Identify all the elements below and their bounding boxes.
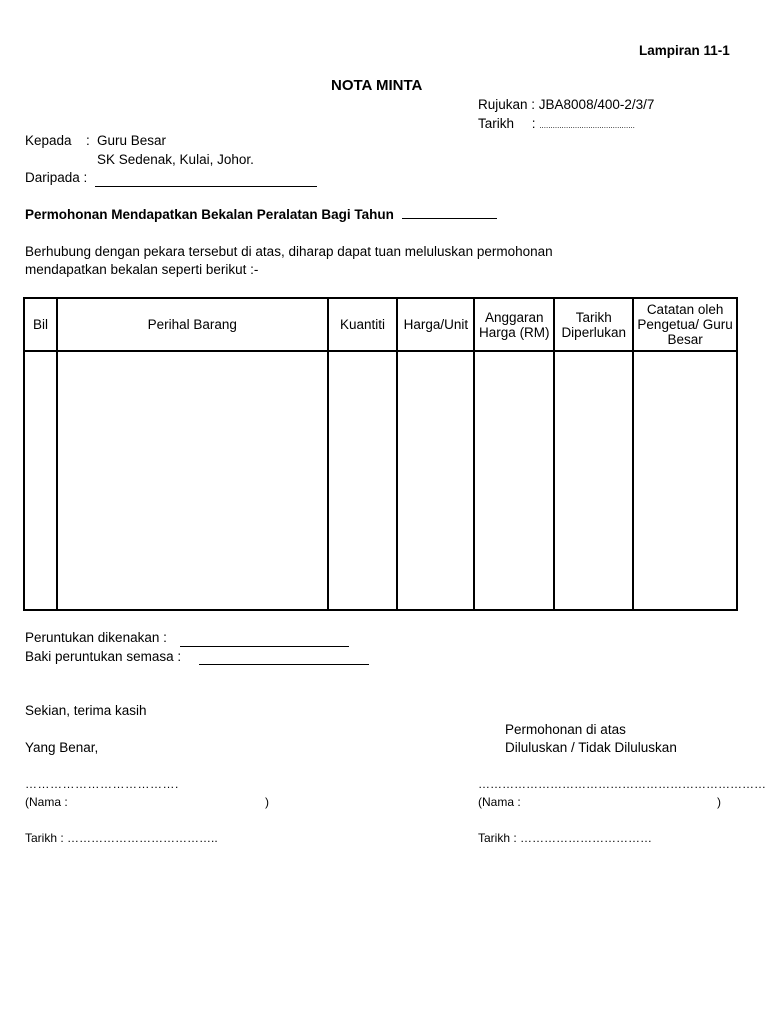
allocation-charged-label: Peruntukan dikenakan : xyxy=(25,630,167,645)
col-kuantiti: Kuantiti xyxy=(328,298,398,351)
col-tarikh-diperlukan: Tarikh Diperlukan xyxy=(554,298,633,351)
cell-harga-unit[interactable] xyxy=(397,351,474,610)
col-anggaran-harga: Anggaran Harga (RM) xyxy=(474,298,554,351)
left-signature-dots[interactable]: ………………………………. xyxy=(25,777,179,791)
left-name-close: ) xyxy=(265,795,269,809)
recipient-title: Guru Besar xyxy=(97,133,167,148)
reference-number: Rujukan : JBA8008/400-2/3/7 xyxy=(478,97,655,112)
body-line-2: mendapatkan bekalan seperti berikut :- xyxy=(25,262,259,277)
left-signature-date: Tarikh : ……………………………….. xyxy=(25,831,218,845)
allocation-charged-line[interactable] xyxy=(180,646,349,647)
allocation-balance-line[interactable] xyxy=(199,664,369,665)
col-bil: Bil xyxy=(24,298,57,351)
request-table xyxy=(23,297,738,611)
approval-line-2: Diluluskan / Tidak Diluluskan xyxy=(505,740,677,755)
allocation-balance-label: Baki peruntukan semasa : xyxy=(25,649,182,664)
date-colon: : xyxy=(531,116,536,131)
date-label: Tarikh xyxy=(478,116,515,131)
year-line[interactable] xyxy=(402,207,497,219)
page-title: NOTA MINTA xyxy=(331,77,423,94)
right-name-close: ) xyxy=(717,795,721,809)
col-perihal-barang: Perihal Barang xyxy=(57,298,328,351)
cell-perihal-barang[interactable] xyxy=(57,351,328,610)
to-colon: : xyxy=(86,133,90,148)
approval-line-1: Permohonan di atas xyxy=(505,722,626,737)
table-header-row xyxy=(24,298,737,351)
table-row xyxy=(24,351,737,610)
right-signature-date: Tarikh : …………………………… xyxy=(478,831,653,845)
date-field xyxy=(478,116,635,131)
col-catatan: Catatan oleh Pengetua/ Guru Besar xyxy=(633,298,737,351)
subject xyxy=(25,207,497,222)
cell-bil[interactable] xyxy=(24,351,57,610)
cell-anggaran-harga[interactable] xyxy=(474,351,554,610)
left-name-open: (Nama : xyxy=(25,795,68,809)
closing-sincerely: Yang Benar, xyxy=(25,740,99,755)
from-label: Daripada : xyxy=(25,170,88,185)
col-harga-unit: Harga/Unit xyxy=(397,298,474,351)
right-name-open: (Nama : xyxy=(478,795,521,809)
cell-tarikh-diperlukan[interactable] xyxy=(554,351,633,610)
recipient-school: SK Sedenak, Kulai, Johor. xyxy=(97,152,254,167)
subject-text: Permohonan Mendapatkan Bekalan Peralatan Bagi Tahun xyxy=(25,207,394,222)
date-dots: ........................................... xyxy=(539,121,635,130)
appendix-label: Lampiran 11-1 xyxy=(639,43,730,58)
right-signature-dots[interactable]: ……………………………………………………………… xyxy=(478,777,766,791)
from-line[interactable] xyxy=(95,186,317,187)
cell-catatan[interactable] xyxy=(633,351,737,610)
to-label: Kepada xyxy=(25,133,72,148)
body-line-1: Berhubung dengan pekara tersebut di atas, diharap dapat tuan meluluskan permohonan xyxy=(25,244,553,259)
cell-kuantiti[interactable] xyxy=(328,351,398,610)
closing-thanks: Sekian, terima kasih xyxy=(25,703,147,718)
